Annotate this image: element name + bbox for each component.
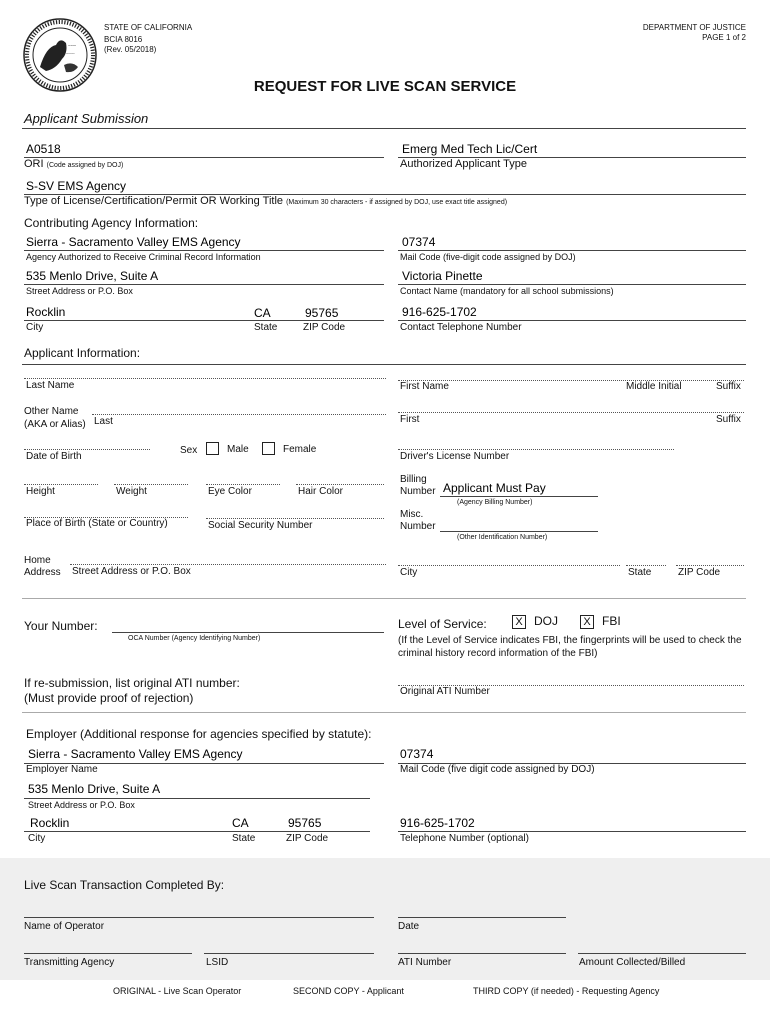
- place-of-birth-label: Place of Birth (State or Country): [26, 518, 168, 529]
- mail-code-value[interactable]: 07374: [402, 235, 436, 249]
- aka-first-label: First: [400, 414, 420, 425]
- license-label: [24, 195, 507, 207]
- weight-label: Weight: [116, 486, 147, 497]
- svg-text:~~~: ~~~: [68, 44, 77, 49]
- agency-phone-label: Contact Telephone Number: [400, 322, 522, 333]
- aka-label: (AKA or Alias): [24, 419, 86, 430]
- hair-color-label: Hair Color: [298, 486, 344, 497]
- auth-type-value[interactable]: Emerg Med Tech Lic/Cert: [402, 142, 538, 156]
- female-checkbox[interactable]: [262, 442, 275, 455]
- hair-color-field[interactable]: [296, 484, 384, 485]
- agency-value[interactable]: Sierra - Sacramento Valley EMS Agency: [26, 235, 241, 249]
- aka-last-label: Last: [94, 416, 113, 427]
- agency-street-value[interactable]: 535 Menlo Drive, Suite A: [26, 269, 159, 283]
- contact-label: Contact Name (mandatory for all school submissions): [400, 286, 614, 296]
- operator-label: Name of Operator: [24, 921, 105, 932]
- agency-city-value[interactable]: Rocklin: [26, 305, 66, 319]
- employer-state-value[interactable]: CA: [232, 816, 249, 830]
- male-checkbox[interactable]: [206, 442, 219, 455]
- other-name-label: Other Name: [24, 406, 79, 417]
- fbi-note-line2: criminal history record information of the FBI): [398, 648, 598, 659]
- amount-label: Amount Collected/Billed: [579, 957, 686, 968]
- home-state-label: State: [628, 567, 652, 578]
- ati-number-label: ATI Number: [398, 957, 452, 968]
- page-number: PAGE 1 of 2: [702, 33, 746, 42]
- suffix-label: Suffix: [716, 381, 741, 392]
- section-contributing-agency: Contributing Agency Information:: [24, 216, 199, 230]
- lsid-field[interactable]: [204, 953, 374, 954]
- contact-value[interactable]: Victoria Pinette: [402, 269, 483, 283]
- employer-mail-code-value[interactable]: 07374: [400, 747, 434, 761]
- doj-label: DOJ: [534, 614, 558, 628]
- agency-label: Agency Authorized to Receive Criminal Record Information: [26, 252, 261, 262]
- date-label: Date: [398, 921, 420, 932]
- middle-initial-label: Middle Initial: [626, 381, 682, 392]
- fbi-label: FBI: [602, 614, 621, 628]
- ori-label: [24, 158, 123, 170]
- employer-phone-label: Telephone Number (optional): [400, 833, 529, 844]
- misc-number-label: Number: [400, 521, 436, 532]
- aka-first-field[interactable]: [398, 412, 744, 413]
- employer-city-label: City: [28, 833, 46, 844]
- your-number-field[interactable]: [112, 632, 384, 633]
- aka-suffix-label: Suffix: [716, 414, 741, 425]
- transmitting-agency-field[interactable]: [24, 953, 192, 954]
- sex-label: Sex: [180, 445, 198, 456]
- home-zip-field[interactable]: [676, 565, 744, 566]
- employer-phone-value[interactable]: 916-625-1702: [400, 816, 475, 830]
- agency-zip-label: ZIP Code: [303, 322, 346, 333]
- footer-second: SECOND COPY - Applicant: [293, 986, 404, 996]
- fbi-checkbox[interactable]: X: [580, 615, 594, 629]
- agency-state-value[interactable]: CA: [254, 306, 271, 320]
- eye-color-label: Eye Color: [208, 486, 252, 497]
- agency-phone-value[interactable]: 916-625-1702: [402, 305, 477, 319]
- section-rule: [22, 128, 746, 129]
- employer-mail-code-label: Mail Code (five digit code assigned by DOJ): [400, 764, 595, 775]
- svg-text:~~~~: ~~~~: [66, 51, 75, 56]
- height-field[interactable]: [24, 484, 98, 485]
- address-label: Address: [24, 567, 61, 578]
- agency-zip-value[interactable]: 95765: [305, 306, 339, 320]
- ssn-field[interactable]: [206, 518, 384, 519]
- weight-field[interactable]: [114, 484, 188, 485]
- transmitting-agency-label: Transmitting Agency: [24, 957, 115, 968]
- agency-state-label: State: [254, 322, 278, 333]
- original-ati-label: Original ATI Number: [400, 686, 490, 697]
- employer-state-label: State: [232, 833, 256, 844]
- your-number-label: Your Number:: [24, 619, 98, 633]
- billing-value[interactable]: Applicant Must Pay: [443, 481, 546, 495]
- auth-type-label: Authorized Applicant Type: [400, 158, 527, 170]
- home-state-field[interactable]: [626, 565, 666, 566]
- form-revision: (Rev. 05/2018): [104, 45, 157, 54]
- first-name-label: First Name: [400, 381, 449, 392]
- lsid-label: LSID: [206, 957, 229, 968]
- billing-label: Billing: [400, 474, 427, 485]
- section-employer: Employer (Additional response for agencies specified by statute):: [26, 727, 372, 741]
- employer-name-label: Employer Name: [26, 764, 98, 775]
- male-label: Male: [227, 444, 249, 455]
- operator-field[interactable]: [24, 917, 374, 918]
- amount-field[interactable]: [578, 953, 746, 954]
- employer-name-value[interactable]: Sierra - Sacramento Valley EMS Agency: [28, 747, 243, 761]
- ati-number-field[interactable]: [398, 953, 566, 954]
- home-city-field[interactable]: [398, 565, 620, 566]
- misc-sub: (Other Identification Number): [457, 534, 548, 541]
- level-of-service-label: Level of Service:: [398, 617, 487, 631]
- aka-last-field[interactable]: [92, 414, 386, 415]
- ssn-label: Social Security Number: [208, 520, 313, 531]
- footer-third: THIRD COPY (if needed) - Requesting Agency: [473, 986, 660, 996]
- home-label: Home: [24, 555, 51, 566]
- drivers-license-label: Driver's License Number: [400, 451, 510, 462]
- misc-number-field[interactable]: [440, 531, 598, 532]
- dob-label: Date of Birth: [26, 451, 82, 462]
- section-applicant-info: Applicant Information:: [24, 346, 141, 360]
- female-label: Female: [283, 444, 317, 455]
- employer-city-value[interactable]: Rocklin: [30, 816, 70, 830]
- home-zip-label: ZIP Code: [678, 567, 721, 578]
- form-id: BCIA 8016: [104, 35, 143, 44]
- your-number-sub: OCA Number (Agency Identifying Number): [128, 635, 261, 642]
- mail-code-label: Mail Code (five-digit code assigned by DOJ): [400, 252, 576, 262]
- ori-sub: (Code assigned by DOJ): [46, 162, 124, 169]
- doj-checkbox[interactable]: X: [512, 615, 526, 629]
- employer-street-value[interactable]: 535 Menlo Drive, Suite A: [28, 782, 161, 796]
- street-po-label: Street Address or P.O. Box: [72, 566, 191, 577]
- department-label: DEPARTMENT OF JUSTICE: [642, 23, 746, 32]
- date-field[interactable]: [398, 917, 566, 918]
- state-label: STATE OF CALIFORNIA: [104, 23, 193, 32]
- last-name-field[interactable]: [24, 378, 386, 379]
- agency-street-label: Street Address or P.O. Box: [26, 286, 133, 296]
- ori-label-text: ORI: [24, 158, 44, 170]
- employer-zip-label: ZIP Code: [286, 833, 329, 844]
- drivers-license-field[interactable]: [398, 449, 674, 450]
- ori-value[interactable]: A0518: [26, 142, 61, 156]
- height-label: Height: [26, 486, 55, 497]
- footer-original: ORIGINAL - Live Scan Operator: [113, 986, 242, 996]
- agency-city-label: City: [26, 322, 44, 333]
- fbi-note-line1: (If the Level of Service indicates FBI, the fingerprints will be used to check the: [398, 635, 742, 646]
- section-applicant-submission: Applicant Submission: [24, 111, 149, 126]
- home-city-label: City: [400, 567, 418, 578]
- license-value[interactable]: S-SV EMS Agency: [26, 179, 127, 193]
- billing-number-label: Number: [400, 486, 436, 497]
- license-note: (Maximum 30 characters - if assigned by DOJ, use exact title assigned): [286, 199, 508, 206]
- section-live-scan: Live Scan Transaction Completed By:: [24, 878, 225, 892]
- billing-sub: (Agency Billing Number): [457, 499, 533, 506]
- last-name-label: Last Name: [26, 380, 75, 391]
- resubmission-line1: If re-submission, list original ATI number:: [24, 676, 240, 690]
- home-address-field[interactable]: [70, 564, 386, 565]
- misc-label: Misc.: [400, 509, 424, 520]
- dob-field[interactable]: [24, 449, 150, 450]
- license-label-text: Type of License/Certification/Permit OR Working Title: [24, 195, 284, 207]
- employer-zip-value[interactable]: 95765: [288, 816, 322, 830]
- resubmission-line2: (Must provide proof of rejection): [24, 691, 194, 705]
- page-title: REQUEST FOR LIVE SCAN SERVICE: [253, 78, 517, 95]
- first-name-field[interactable]: [398, 380, 744, 381]
- eye-color-field[interactable]: [206, 484, 280, 485]
- employer-street-label: Street Address or P.O. Box: [28, 800, 135, 810]
